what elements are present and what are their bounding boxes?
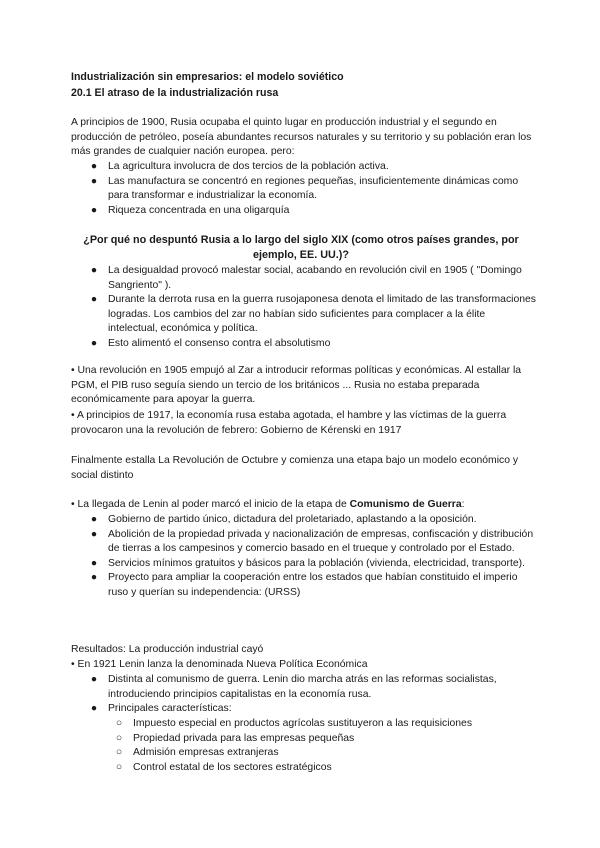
document-title: Industrialización sin empresarios: el modelo soviético [71, 71, 344, 83]
list-item [88, 673, 536, 702]
list-item-text: Principales características: [108, 703, 232, 715]
question-heading: ¿Por qué no despuntó Rusia a lo largo del siglo XIX (como otros países grandes, por ejemplo, EE. UU.)? [83, 234, 519, 261]
list-item [88, 337, 536, 352]
sub-list-item [113, 746, 543, 761]
list-item [88, 528, 536, 557]
sub-bullet-marker: ○ [115, 747, 123, 759]
list-item [88, 175, 536, 204]
list-item [88, 204, 536, 219]
sub-list-item [113, 761, 543, 776]
question-bullet-list [88, 264, 536, 352]
list-item-text: La agricultura involucra de dos tercios de la población activa. [108, 161, 389, 172]
lenin-bullet-list [88, 513, 536, 601]
revolution-paragraph-2: • A principios de 1917, la economía rusa estaba agotada, el hambre y las víctimas de la guerra provocaron una la revolución de febrero: Gobierno de Kérenski en 1917 [71, 410, 507, 436]
bullet-marker: ● [90, 294, 98, 306]
bullet-marker: ● [90, 572, 98, 584]
bullet-marker: ● [90, 175, 98, 187]
intro-bullet-list [88, 160, 536, 218]
list-item-text: Proyecto para ampliar la cooperación entre los estados que habían constituido el imperio ruso y querían su independencia: (URSS) [108, 572, 518, 598]
bullet-marker: ● [90, 161, 98, 172]
sub-list-item-text: Control estatal de los sectores estratégicos [133, 761, 332, 773]
lenin-intro-text: • La llegada de Lenin al poder marcó el inicio de la etapa de [71, 499, 350, 510]
lenin-intro [71, 498, 541, 513]
list-item [88, 557, 536, 572]
bullet-marker: ● [90, 528, 98, 540]
revolution-paragraph-1: • Una revolución en 1905 empujó al Zar a introducir reformas políticas y económicas. Al estallar la PGM, el PIB ruso seguía siendo un tercio de los británicos ... Rusia no estaba preparada económicamente para apoyar la guerra. [71, 365, 522, 406]
list-item [88, 571, 536, 600]
lenin-intro-emphasis: Comunismo de Guerra [349, 499, 462, 510]
sub-bullet-marker: ○ [115, 718, 123, 729]
sub-list-item-text: Propiedad privada para las empresas pequeñas [133, 732, 355, 744]
list-item [88, 293, 536, 337]
sub-list-item [113, 732, 543, 747]
list-item-text: La desigualdad provocó malestar social, acabando en revolución civil en 1905 ( "Domingo Sangriento" ). [108, 265, 522, 291]
bullet-marker: ● [90, 514, 98, 525]
characteristics-sub-list [113, 717, 543, 775]
bullet-marker: ● [90, 204, 98, 216]
bullet-marker: ● [90, 674, 98, 685]
bullet-marker: ● [90, 265, 98, 276]
sub-list-item [113, 717, 543, 732]
section-title: 20.1 El atraso de la industrialización rusa [71, 87, 279, 99]
list-item-text: Esto alimentó el consenso contra el absolutismo [108, 337, 331, 349]
list-item-text: Durante la derrota rusa en la guerra rusojaponesa denota el limitado de las transformaciones logradas. Los cambios del zar no habían sido suficientes para complacer a la élite intelectual, económica y política. [108, 294, 536, 335]
bullet-marker: ● [90, 703, 98, 715]
sub-bullet-marker: ○ [115, 732, 123, 744]
sub-list-item-text: Impuesto especial en productos agrícolas sustituyeron a las requisiciones [133, 718, 473, 729]
list-item-text: Las manufactura se concentró en regiones pequeñas, insuficientemente dinámicas como para transformar e industrializar la economía. [108, 175, 519, 202]
bullet-marker: ● [90, 337, 98, 349]
list-item-text: Riqueza concentrada en una oligarquía [108, 204, 290, 216]
lenin-intro-colon: : [461, 499, 465, 510]
intro-paragraph: A principios de 1900, Rusia ocupaba el quinto lugar en producción industrial y el segundo en producción de petróleo, poseía abundantes recursos naturales y su territorio y su población eran los más grandes de cualquier nación europea. pero: [71, 117, 532, 158]
list-item-text: Servicios mínimos gratuitos y básicos para la población (vivienda, electricidad, transporte). [108, 557, 525, 569]
list-item [88, 513, 536, 528]
list-item-text: Abolición de la propiedad privada y nacionalización de empresas, confiscación y distribución de tierras a los campesinos y comercio basado en el trueque y controlado por el Estado. [108, 528, 534, 555]
list-item [88, 160, 536, 175]
nep-bullet-list [88, 673, 536, 717]
sub-bullet-marker: ○ [115, 761, 123, 773]
sub-list-item-text: Admisión empresas extranjeras [133, 747, 279, 759]
list-item [88, 702, 536, 717]
list-item-text: Gobierno de partido único, dictadura del proletariado, aplastando a la oposición. [108, 514, 477, 525]
list-item [88, 264, 536, 293]
bullet-marker: ● [90, 557, 98, 569]
list-item-text: Distinta al comunismo de guerra. Lenin dio marcha atrás en las reformas socialistas, introduciendo principios capitalistas en la economía rusa. [108, 674, 497, 700]
results-line: Resultados: La producción industrial cayó [71, 644, 264, 655]
october-paragraph: Finalmente estalla La Revolución de Octubre y comienza una etapa bajo un modelo económico y social distinto [71, 455, 519, 481]
nep-line: • En 1921 Lenin lanza la denominada Nueva Política Económica [71, 659, 368, 670]
